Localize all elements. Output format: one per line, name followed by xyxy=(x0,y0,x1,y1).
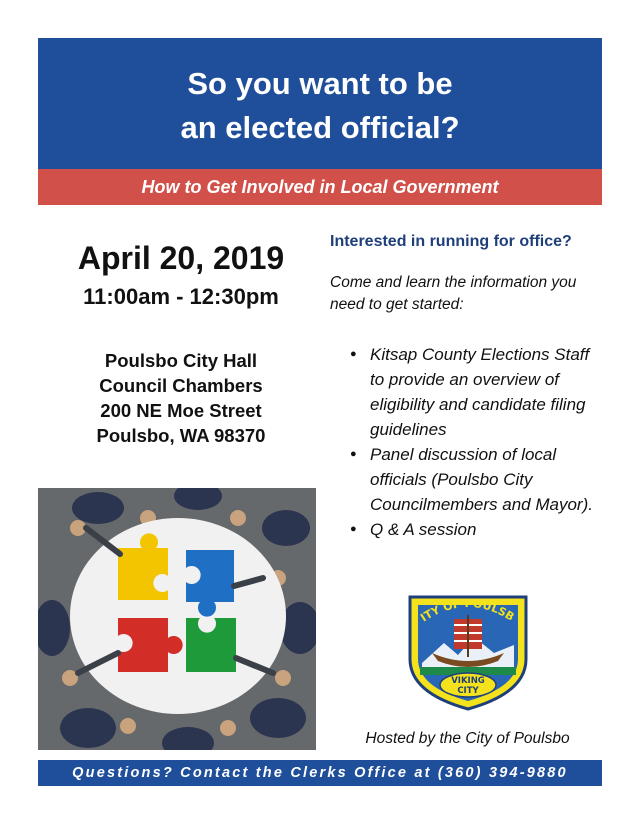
info-heading: Interested in running for office? xyxy=(330,233,572,250)
bullet-text: Panel discussion of local officials (Poulsbo City Councilmembers and Mayor). xyxy=(370,445,593,514)
event-address xyxy=(38,348,324,448)
list-item xyxy=(330,342,605,442)
bullet-icon: ● xyxy=(350,348,357,360)
bullet-text: Q & A session xyxy=(370,520,477,539)
title-line-2: an elected official? xyxy=(180,110,460,145)
hosted-by: Hosted by the City of Poulsbo xyxy=(365,730,570,747)
info-intro: Come and learn the information you need to get started: xyxy=(330,274,577,313)
seal-top-text: ITY OF POULSB xyxy=(418,596,517,625)
event-date: April 20, 2019 xyxy=(77,240,285,276)
subtitle-bar: How to Get Involved in Local Government xyxy=(38,169,602,205)
bullet-icon: ● xyxy=(350,523,357,535)
title-line-1: So you want to be xyxy=(187,66,453,101)
list-item xyxy=(330,442,605,517)
flyer-header xyxy=(38,38,602,169)
event-time: 11:00am - 12:30pm xyxy=(83,284,279,309)
bullet-text: Kitsap County Elections Staff to provide an overview of eligibility and candidate filing guidelines xyxy=(370,345,590,439)
poulsbo-seal-icon xyxy=(404,587,532,713)
info-bullet-list xyxy=(330,342,605,542)
puzzle-illustration xyxy=(38,488,316,750)
list-item xyxy=(330,517,605,542)
contact-footer: Questions? Contact the Clerks Office at (360) 394-9880 xyxy=(38,760,602,786)
address-line: Council Chambers xyxy=(99,375,263,396)
city-seal xyxy=(404,587,532,713)
address-line: 200 NE Moe Street xyxy=(100,400,262,421)
address-line: Poulsbo, WA 98370 xyxy=(96,425,266,446)
seal-bottom-text-2: CITY xyxy=(457,686,479,696)
bullet-icon: ● xyxy=(350,448,357,460)
seal-bottom-text-1: VIKING xyxy=(451,676,485,686)
address-line: Poulsbo City Hall xyxy=(104,350,258,371)
puzzle-meeting-photo xyxy=(38,488,316,750)
